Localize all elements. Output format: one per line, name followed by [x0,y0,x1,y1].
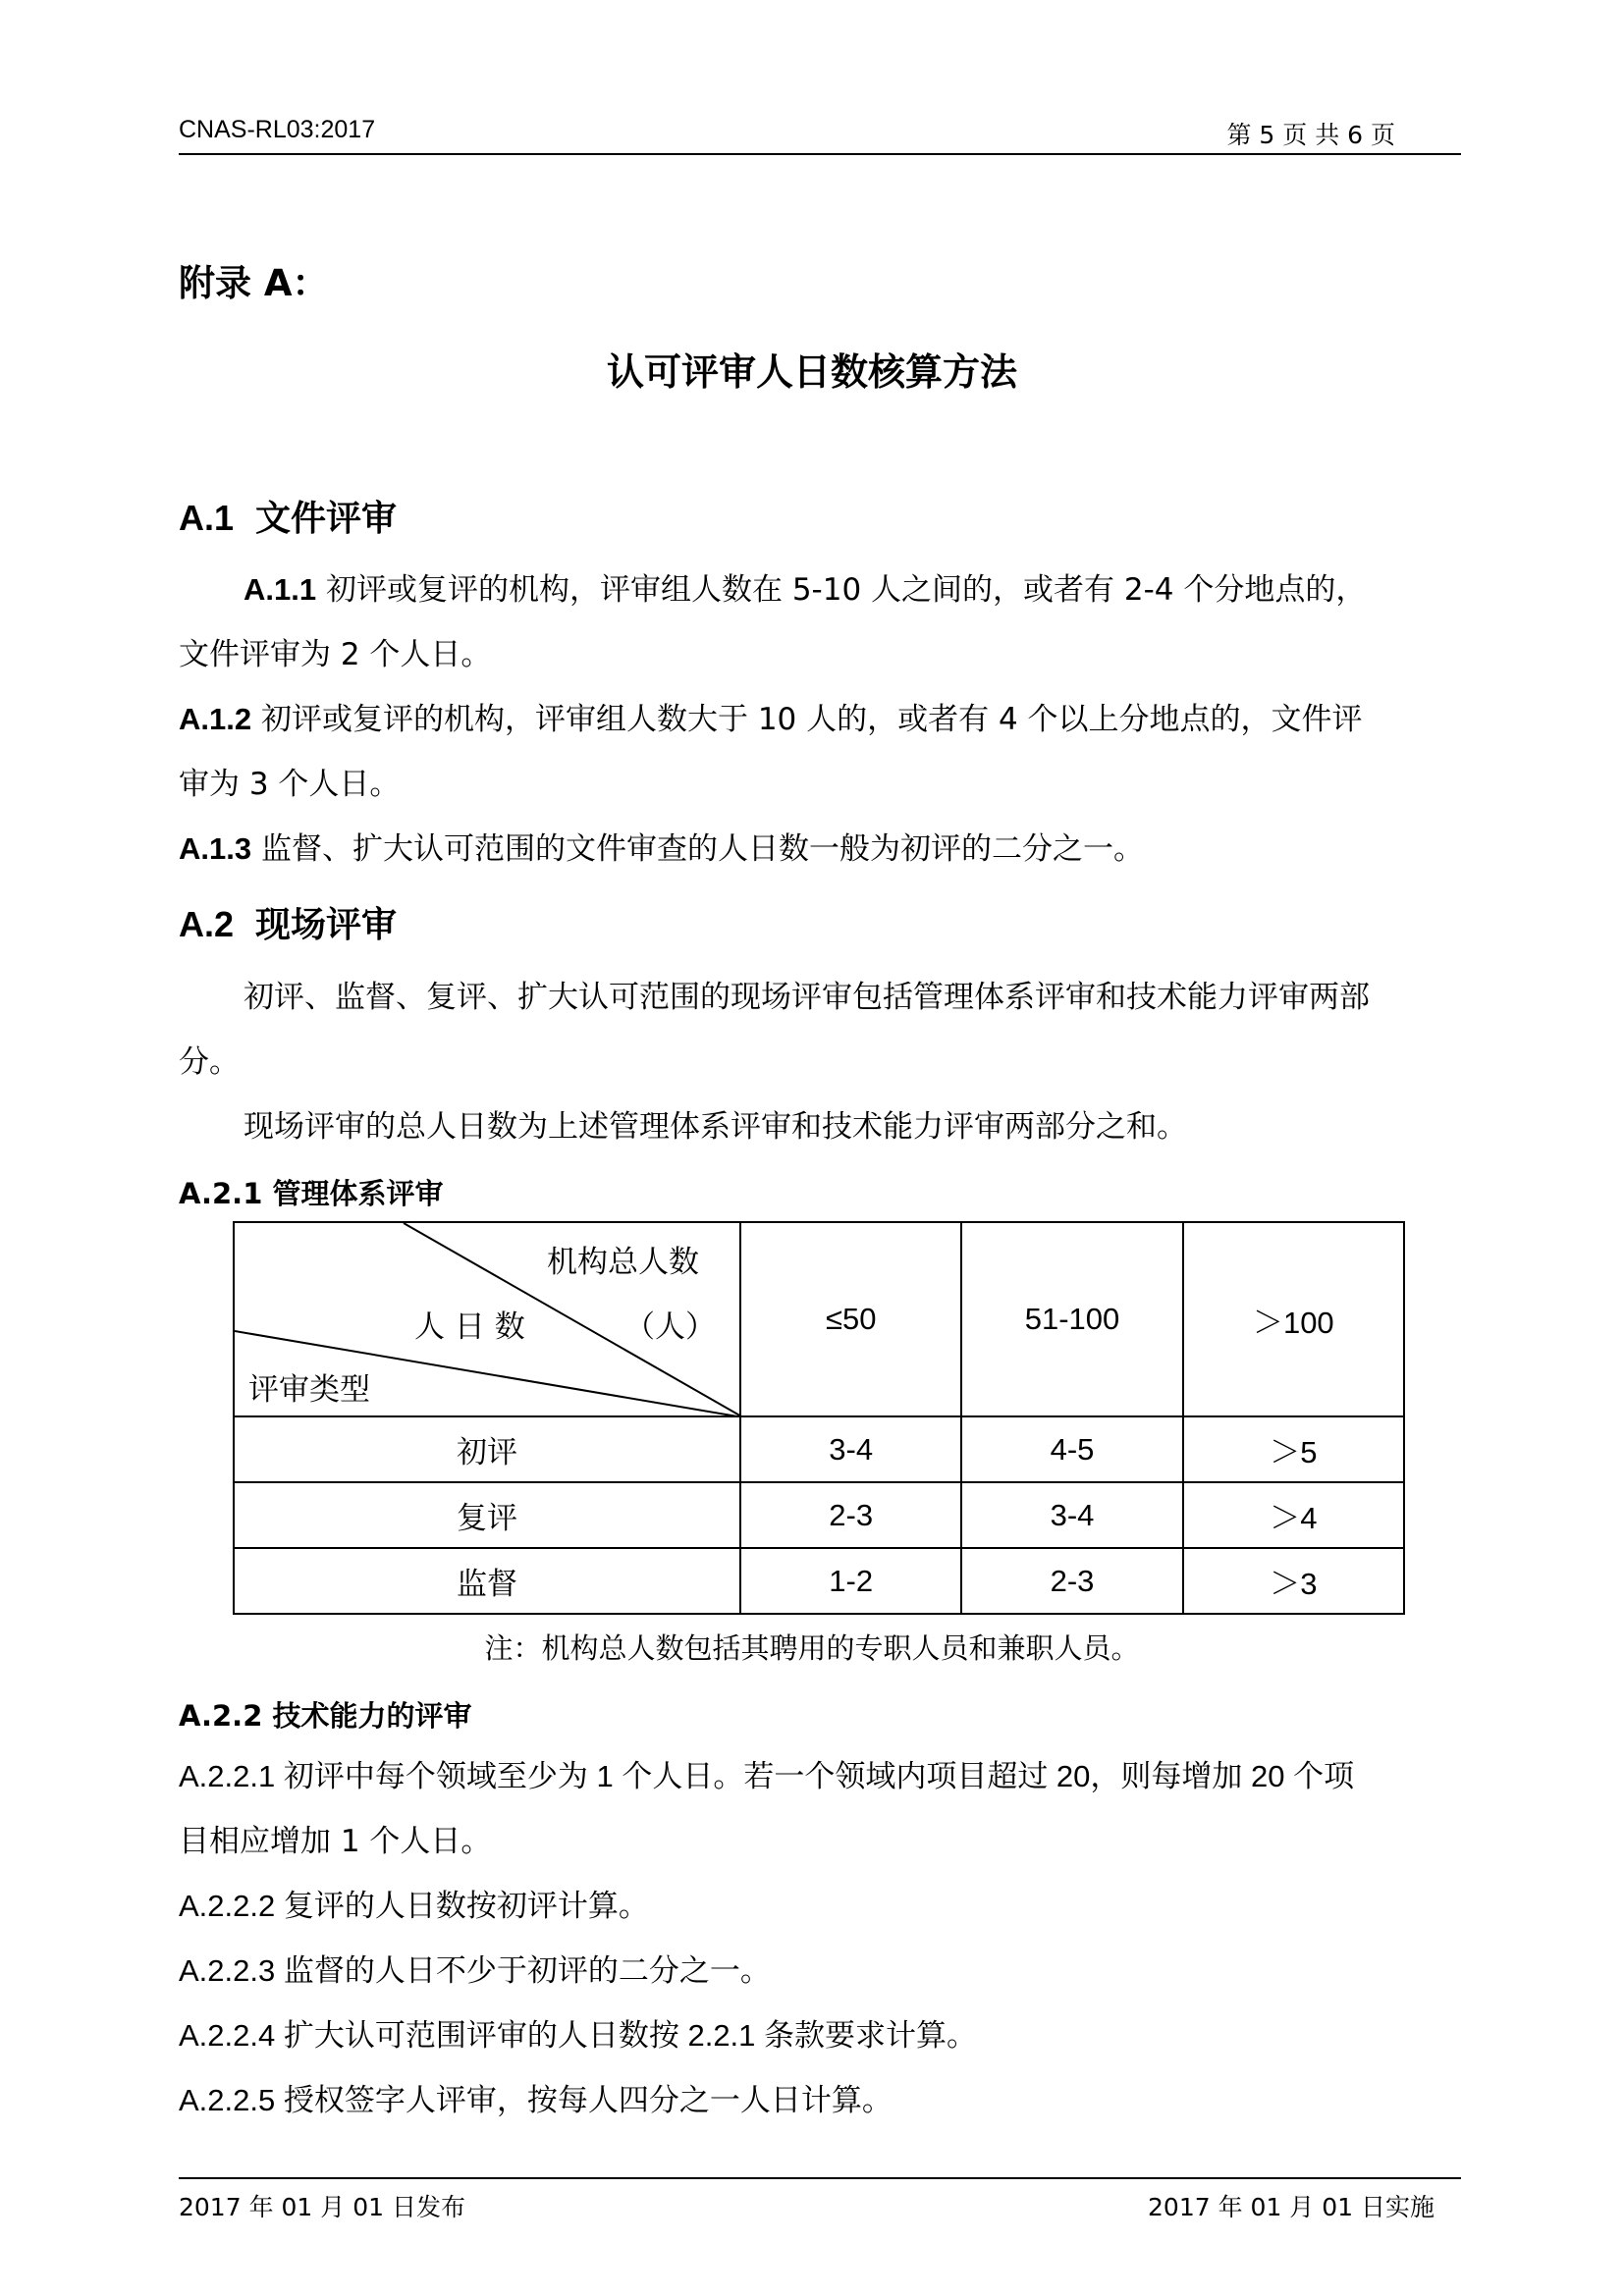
header-rule [179,153,1461,155]
table-cell: 1-2 [740,1548,961,1614]
column-header: ≤50 [740,1222,961,1416]
diagonal-header-cell [234,1222,740,1416]
row-label: 初评 [234,1416,740,1482]
section-title: 现场评审 [255,905,398,945]
table-cell: ＞4 [1183,1482,1404,1548]
diag-label-review-type: 评审类型 [248,1372,370,1408]
subsection-a22-heading: A.2.2 技术能力的评审 [179,1699,472,1733]
clause-a112 [179,687,1461,752]
table-row [234,1482,1404,1548]
clause-a2221-cont: 目相应增加 1 个人日。 [179,1824,492,1859]
diag-label-unit: （人） [624,1309,716,1345]
clause-text: 监督、扩大认可范围的文件审查的人日数一般为初评的二分之一。 [260,831,1144,867]
section-number: A.2 [179,904,235,944]
section-title: 文件评审 [255,499,398,539]
section-a22-body [179,1744,1461,2133]
table-cell: 3-4 [740,1416,961,1482]
clause-number: A.1.2 [179,702,252,736]
table-cell: 2-3 [740,1482,961,1548]
row-label: 复评 [234,1482,740,1548]
paragraph-cont: 分。 [179,1044,240,1080]
section-number: A.1 [179,498,235,538]
clause-text: 初评或复评的机构，评审组人数在 5-10 人之间的，或者有 2-4 个分地点的， [325,572,1367,608]
subsection-a21-heading: A.2.1 管理体系评审 [179,1177,444,1210]
clause-a112-cont: 审为 3 个人日。 [179,767,401,802]
clause-a2224: A.2.2.4 扩大认可范围评审的人日数按 2.2.1 条款要求计算。 [179,2018,978,2053]
effective-date: 2017 年 01 月 01 日实施 [1148,2193,1435,2221]
table-row [234,1416,1404,1482]
document-id: CNAS-RL03:2017 [179,116,376,143]
clause-number: A.1.3 [179,831,252,866]
table-cell: ＞5 [1183,1416,1404,1482]
page-title: 认可评审人日数核算方法 [606,350,1017,394]
appendix-label: 附录 A： [179,262,329,304]
row-label: 监督 [234,1548,740,1614]
column-header: 51-100 [961,1222,1182,1416]
clause-text: 初评或复评的机构，评审组人数大于 10 人的，或者有 4 个以上分地点的，文件评 [260,702,1363,737]
issue-date: 2017 年 01 月 01 日发布 [179,2193,465,2221]
section-a1-heading [179,491,397,541]
table-cell: 2-3 [961,1548,1182,1614]
table-note: 注：机构总人数包括其聘用的专职人员和兼职人员。 [484,1631,1140,1665]
table-cell: ＞3 [1183,1548,1404,1614]
table-row [234,1548,1404,1614]
paragraph: 初评、监督、复评、扩大认可范围的现场评审包括管理体系评审和技术能力评审两部 [244,980,1370,1015]
clause-a111-cont: 文件评审为 2 个人日。 [179,637,492,672]
clause-a2221: A.2.2.1 初评中每个领域至少为 1 个人日。若一个领域内项目超过 20，则每增加 20 个项 [179,1759,1355,1793]
section-a2-body [179,965,1461,1159]
page-number: 第 5 页 共 6 页 [1226,121,1395,149]
clause-a2223: A.2.2.3 监督的人日不少于初评的二分之一。 [179,1953,771,1988]
management-review-table [233,1221,1405,1615]
table-cell: 3-4 [961,1482,1182,1548]
diag-label-person-days: 人 日 数 [414,1309,525,1345]
section-a1-body [179,558,1461,881]
section-a2-heading [179,897,397,947]
clause-a111 [179,558,1461,622]
clause-a113 [179,817,1461,881]
clause-a2225: A.2.2.5 授权签字人评审，按每人四分之一人日计算。 [179,2083,893,2117]
table-header-row [234,1222,1404,1416]
clause-number: A.1.1 [244,572,317,607]
clause-a2222: A.2.2.2 复评的人日数按初评计算。 [179,1889,649,1923]
paragraph: 现场评审的总人日数为上述管理体系评审和技术能力评审两部分之和。 [244,1109,1187,1145]
table-cell: 4-5 [961,1416,1182,1482]
footer-rule [179,2177,1461,2179]
column-header: ＞100 [1183,1222,1404,1416]
diag-label-org-size: 机构总人数 [547,1245,699,1280]
